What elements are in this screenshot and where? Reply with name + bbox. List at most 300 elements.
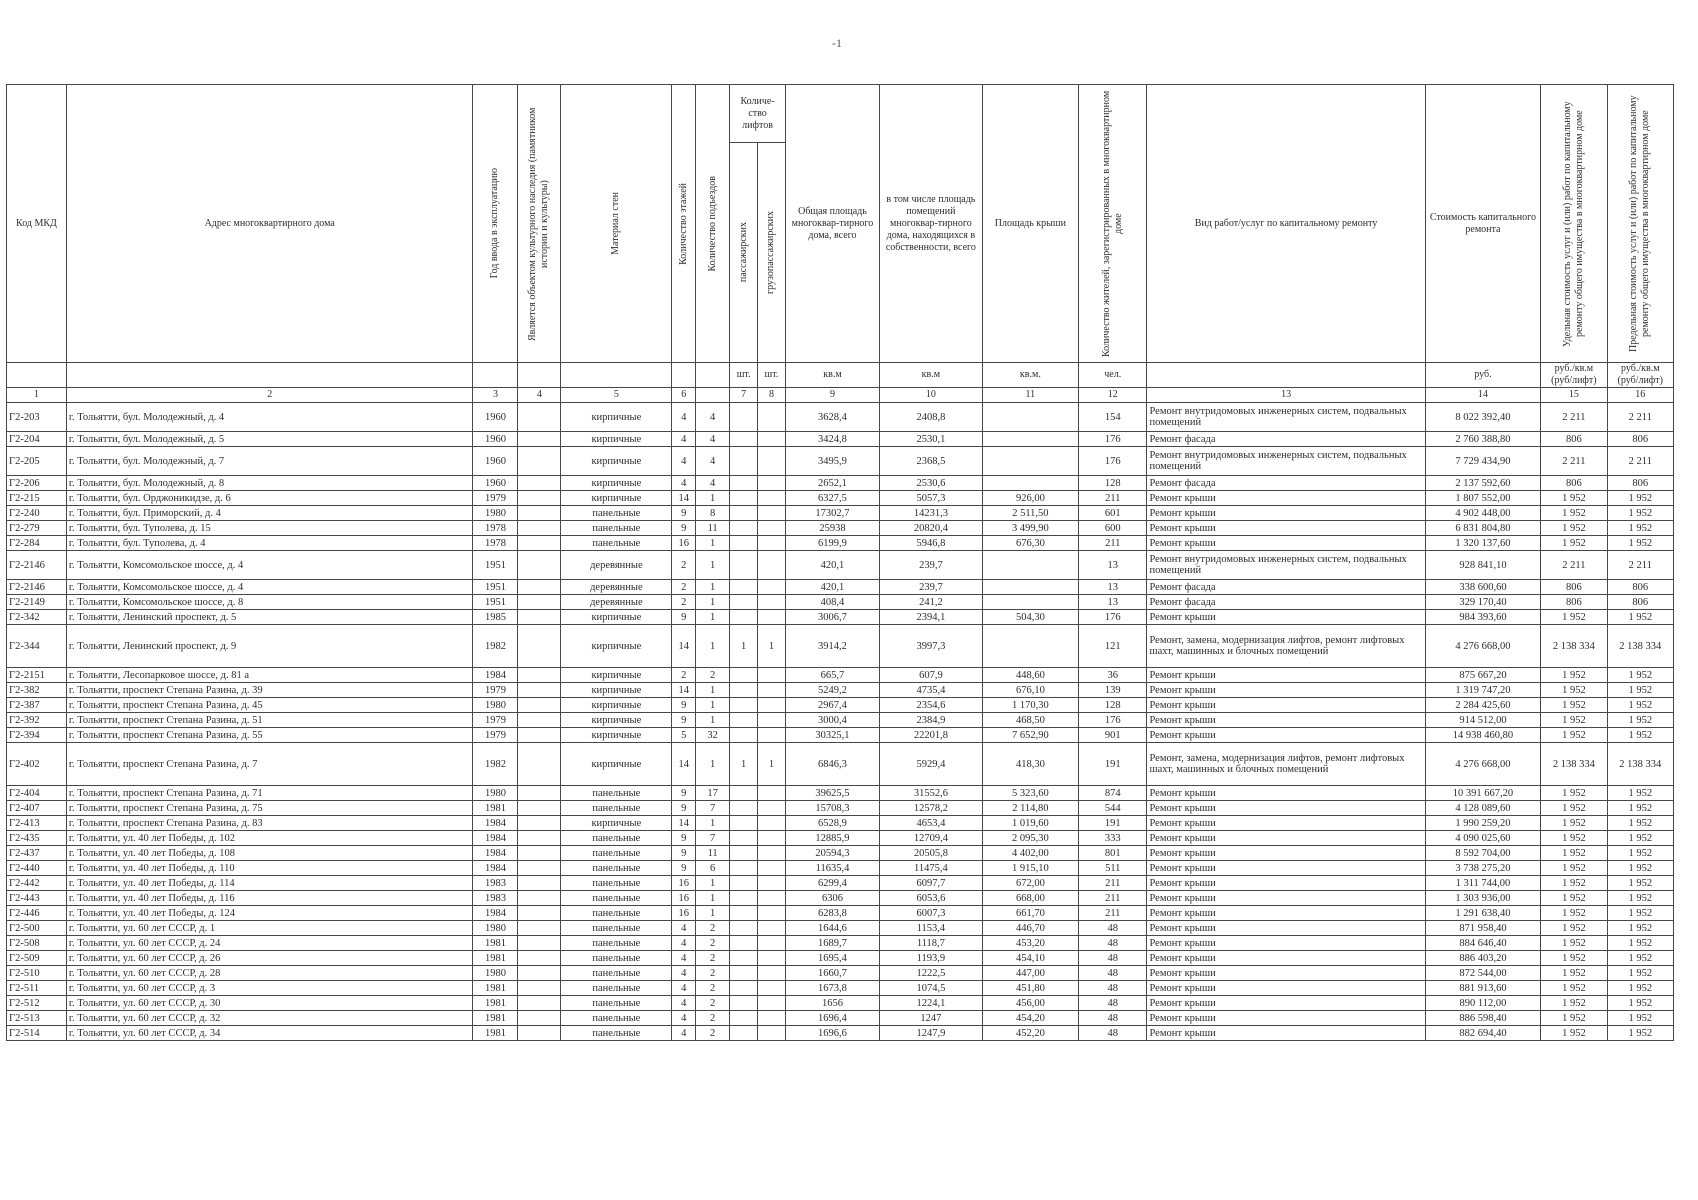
row-year: 1984 [473, 831, 518, 846]
row-code: Г2-512 [7, 996, 67, 1011]
row-limit-cost: 1 952 [1607, 536, 1673, 551]
row-year: 1960 [473, 476, 518, 491]
row-lifts-cargo [758, 906, 786, 921]
row-heritage [518, 580, 561, 595]
row-limit-cost: 2 211 [1607, 447, 1673, 476]
row-lifts-passenger [730, 801, 758, 816]
row-owned-area: 4653,4 [880, 816, 983, 831]
row-floors: 4 [672, 981, 696, 996]
row-entrances: 2 [696, 936, 730, 951]
row-limit-cost: 1 952 [1607, 996, 1673, 1011]
row-unit-cost: 2 211 [1541, 447, 1607, 476]
row-lifts-cargo [758, 698, 786, 713]
row-roof-area: 2 511,50 [982, 506, 1078, 521]
row-cost: 1 303 936,00 [1425, 891, 1541, 906]
row-heritage [518, 447, 561, 476]
row-lifts-passenger [730, 816, 758, 831]
table-row [7, 476, 1674, 491]
row-unit-cost: 806 [1541, 432, 1607, 447]
row-owned-area: 239,7 [880, 551, 983, 580]
unit-total-area: кв.м [785, 363, 879, 388]
row-address: г. Тольятти, проспект Степана Разина, д. 83 [66, 816, 473, 831]
row-residents: 333 [1079, 831, 1147, 846]
table-row [7, 876, 1674, 891]
row-unit-cost: 2 211 [1541, 551, 1607, 580]
row-address: г. Тольятти, проспект Степана Разина, д. 75 [66, 801, 473, 816]
row-limit-cost: 1 952 [1607, 966, 1673, 981]
row-total-area: 3000,4 [785, 713, 879, 728]
row-heritage [518, 936, 561, 951]
table-row [7, 1026, 1674, 1041]
row-unit-cost: 1 952 [1541, 610, 1607, 625]
row-limit-cost: 806 [1607, 580, 1673, 595]
row-unit-cost: 1 952 [1541, 521, 1607, 536]
row-lifts-cargo [758, 521, 786, 536]
row-floors: 14 [672, 625, 696, 668]
row-residents: 901 [1079, 728, 1147, 743]
row-residents: 48 [1079, 1011, 1147, 1026]
row-lifts-passenger [730, 936, 758, 951]
row-owned-area: 3997,3 [880, 625, 983, 668]
row-heritage [518, 951, 561, 966]
row-entrances: 11 [696, 521, 730, 536]
row-lifts-cargo [758, 801, 786, 816]
row-address: г. Тольятти, бул. Молодежный, д. 8 [66, 476, 473, 491]
table-row [7, 921, 1674, 936]
row-entrances: 2 [696, 668, 730, 683]
row-limit-cost: 806 [1607, 595, 1673, 610]
unit-owned-area: кв.м [880, 363, 983, 388]
row-total-area: 1656 [785, 996, 879, 1011]
row-residents: 48 [1079, 966, 1147, 981]
row-residents: 121 [1079, 625, 1147, 668]
row-floors: 14 [672, 683, 696, 698]
row-material: кирпичные [561, 625, 672, 668]
row-entrances: 1 [696, 743, 730, 786]
row-roof-area [982, 476, 1078, 491]
row-material: панельные [561, 1011, 672, 1026]
row-total-area: 6528,9 [785, 816, 879, 831]
row-year: 1980 [473, 966, 518, 981]
row-year: 1982 [473, 743, 518, 786]
row-cost: 8 022 392,40 [1425, 403, 1541, 432]
row-material: кирпичные [561, 683, 672, 698]
row-entrances: 1 [696, 876, 730, 891]
row-total-area: 6306 [785, 891, 879, 906]
row-heritage [518, 801, 561, 816]
row-floors: 9 [672, 801, 696, 816]
row-entrances: 2 [696, 996, 730, 1011]
unit-residents: чел. [1079, 363, 1147, 388]
row-lifts-passenger [730, 728, 758, 743]
row-lifts-passenger [730, 1011, 758, 1026]
header-work: Вид работ/услуг по капитальному ремонту [1147, 85, 1425, 363]
row-floors: 4 [672, 403, 696, 432]
header-roof-area: Площадь крыши [982, 85, 1078, 363]
row-cost: 4 902 448,00 [1425, 506, 1541, 521]
table-row [7, 403, 1674, 432]
row-total-area: 1696,6 [785, 1026, 879, 1041]
row-limit-cost: 1 952 [1607, 728, 1673, 743]
row-year: 1979 [473, 683, 518, 698]
row-work: Ремонт крыши [1147, 831, 1425, 846]
row-residents: 36 [1079, 668, 1147, 683]
row-limit-cost: 2 211 [1607, 403, 1673, 432]
row-year: 1982 [473, 625, 518, 668]
row-code: Г2-387 [7, 698, 67, 713]
row-residents: 176 [1079, 432, 1147, 447]
row-address: г. Тольятти, Лесопарковое шоссе, д. 81 а [66, 668, 473, 683]
row-material: панельные [561, 981, 672, 996]
capital-repair-table [6, 84, 1674, 1041]
row-heritage [518, 728, 561, 743]
row-limit-cost: 1 952 [1607, 491, 1673, 506]
row-material: панельные [561, 936, 672, 951]
row-owned-area: 1247 [880, 1011, 983, 1026]
row-work: Ремонт внутридомовых инженерных систем, подвальных помещений [1147, 403, 1425, 432]
table-row [7, 801, 1674, 816]
row-lifts-passenger [730, 610, 758, 625]
row-lifts-passenger [730, 521, 758, 536]
row-work: Ремонт фасада [1147, 476, 1425, 491]
row-total-area: 6846,3 [785, 743, 879, 786]
row-cost: 886 598,40 [1425, 1011, 1541, 1026]
table-row [7, 668, 1674, 683]
table-row [7, 536, 1674, 551]
row-entrances: 17 [696, 786, 730, 801]
row-code: Г2-205 [7, 447, 67, 476]
row-owned-area: 2530,6 [880, 476, 983, 491]
row-roof-area: 451,80 [982, 981, 1078, 996]
row-year: 1978 [473, 521, 518, 536]
row-unit-cost: 1 952 [1541, 966, 1607, 981]
row-roof-area: 454,20 [982, 1011, 1078, 1026]
row-owned-area: 4735,4 [880, 683, 983, 698]
row-code: Г2-514 [7, 1026, 67, 1041]
row-roof-area: 448,60 [982, 668, 1078, 683]
row-floors: 4 [672, 1026, 696, 1041]
row-floors: 9 [672, 610, 696, 625]
row-roof-area: 676,10 [982, 683, 1078, 698]
row-cost: 4 276 668,00 [1425, 743, 1541, 786]
row-entrances: 2 [696, 981, 730, 996]
row-residents: 176 [1079, 610, 1147, 625]
row-work: Ремонт, замена, модернизация лифтов, ремонт лифтовых шахт, машинных и блочных помещений [1147, 743, 1425, 786]
row-material: панельные [561, 921, 672, 936]
row-lifts-cargo [758, 1011, 786, 1026]
row-floors: 16 [672, 876, 696, 891]
row-residents: 48 [1079, 936, 1147, 951]
row-work: Ремонт крыши [1147, 891, 1425, 906]
column-number: 2 [66, 388, 473, 403]
row-code: Г2-437 [7, 846, 67, 861]
row-material: кирпичные [561, 698, 672, 713]
row-limit-cost: 1 952 [1607, 713, 1673, 728]
row-work: Ремонт крыши [1147, 610, 1425, 625]
unit-lifts-passenger: шт. [730, 363, 758, 388]
row-lifts-passenger [730, 476, 758, 491]
row-lifts-cargo [758, 551, 786, 580]
row-total-area: 3914,2 [785, 625, 879, 668]
column-number: 10 [880, 388, 983, 403]
row-heritage [518, 476, 561, 491]
row-owned-area: 2394,1 [880, 610, 983, 625]
row-limit-cost: 1 952 [1607, 683, 1673, 698]
row-address: г. Тольятти, ул. 60 лет СССР, д. 30 [66, 996, 473, 1011]
row-material: кирпичные [561, 713, 672, 728]
row-limit-cost: 1 952 [1607, 1011, 1673, 1026]
row-floors: 9 [672, 861, 696, 876]
row-residents: 211 [1079, 536, 1147, 551]
row-code: Г2-443 [7, 891, 67, 906]
row-floors: 2 [672, 595, 696, 610]
row-address: г. Тольятти, ул. 60 лет СССР, д. 3 [66, 981, 473, 996]
row-lifts-passenger [730, 846, 758, 861]
row-year: 1981 [473, 936, 518, 951]
row-address: г. Тольятти, Ленинский проспект, д. 9 [66, 625, 473, 668]
row-owned-area: 20820,4 [880, 521, 983, 536]
row-residents: 13 [1079, 551, 1147, 580]
row-lifts-cargo [758, 816, 786, 831]
row-unit-cost: 2 138 334 [1541, 625, 1607, 668]
row-entrances: 2 [696, 921, 730, 936]
row-limit-cost: 1 952 [1607, 981, 1673, 996]
row-code: Г2-206 [7, 476, 67, 491]
row-cost: 914 512,00 [1425, 713, 1541, 728]
row-entrances: 1 [696, 906, 730, 921]
row-limit-cost: 2 138 334 [1607, 743, 1673, 786]
table-row [7, 683, 1674, 698]
row-total-area: 420,1 [785, 580, 879, 595]
row-owned-area: 1193,9 [880, 951, 983, 966]
row-work: Ремонт внутридомовых инженерных систем, подвальных помещений [1147, 447, 1425, 476]
row-entrances: 1 [696, 610, 730, 625]
row-lifts-passenger [730, 831, 758, 846]
table-row [7, 981, 1674, 996]
row-entrances: 1 [696, 713, 730, 728]
row-roof-area: 504,30 [982, 610, 1078, 625]
row-heritage [518, 595, 561, 610]
row-heritage [518, 891, 561, 906]
row-year: 1984 [473, 861, 518, 876]
row-roof-area: 453,20 [982, 936, 1078, 951]
row-year: 1984 [473, 906, 518, 921]
row-total-area: 12885,9 [785, 831, 879, 846]
row-owned-area: 241,2 [880, 595, 983, 610]
table-row [7, 713, 1674, 728]
row-lifts-cargo [758, 921, 786, 936]
row-code: Г2-508 [7, 936, 67, 951]
row-lifts-cargo [758, 831, 786, 846]
row-code: Г2-2151 [7, 668, 67, 683]
row-entrances: 8 [696, 506, 730, 521]
row-heritage [518, 683, 561, 698]
row-material: панельные [561, 831, 672, 846]
row-limit-cost: 1 952 [1607, 831, 1673, 846]
row-lifts-passenger [730, 432, 758, 447]
row-work: Ремонт крыши [1147, 521, 1425, 536]
table-row [7, 580, 1674, 595]
row-address: г. Тольятти, проспект Степана Разина, д. 45 [66, 698, 473, 713]
row-lifts-passenger [730, 447, 758, 476]
table-row [7, 936, 1674, 951]
row-heritage [518, 786, 561, 801]
row-owned-area: 12578,2 [880, 801, 983, 816]
row-year: 1981 [473, 981, 518, 996]
row-code: Г2-382 [7, 683, 67, 698]
row-unit-cost: 1 952 [1541, 981, 1607, 996]
row-roof-area [982, 432, 1078, 447]
row-total-area: 6199,9 [785, 536, 879, 551]
row-year: 1960 [473, 403, 518, 432]
row-owned-area: 5946,8 [880, 536, 983, 551]
row-cost: 875 667,20 [1425, 668, 1541, 683]
header-floors: Количество этажей [677, 182, 689, 265]
row-cost: 1 320 137,60 [1425, 536, 1541, 551]
row-unit-cost: 1 952 [1541, 536, 1607, 551]
row-lifts-passenger [730, 580, 758, 595]
row-code: Г2-442 [7, 876, 67, 891]
row-entrances: 4 [696, 432, 730, 447]
row-material: кирпичные [561, 610, 672, 625]
row-unit-cost: 1 952 [1541, 506, 1607, 521]
row-floors: 2 [672, 551, 696, 580]
row-material: панельные [561, 861, 672, 876]
row-address: г. Тольятти, бул. Молодежный, д. 7 [66, 447, 473, 476]
header-residents: Количество жителей, зарегистрированных в многоквартирном доме [1100, 90, 1124, 357]
row-heritage [518, 610, 561, 625]
row-lifts-passenger [730, 536, 758, 551]
row-residents: 176 [1079, 713, 1147, 728]
row-lifts-passenger [730, 996, 758, 1011]
row-roof-area: 668,00 [982, 891, 1078, 906]
row-owned-area: 5929,4 [880, 743, 983, 786]
row-unit-cost: 2 138 334 [1541, 743, 1607, 786]
row-lifts-passenger [730, 876, 758, 891]
column-number: 13 [1147, 388, 1425, 403]
row-material: панельные [561, 506, 672, 521]
row-cost: 928 841,10 [1425, 551, 1541, 580]
row-year: 1980 [473, 698, 518, 713]
row-residents: 48 [1079, 1026, 1147, 1041]
table-row [7, 951, 1674, 966]
row-owned-area: 6053,6 [880, 891, 983, 906]
row-cost: 4 276 668,00 [1425, 625, 1541, 668]
row-heritage [518, 403, 561, 432]
row-total-area: 1695,4 [785, 951, 879, 966]
row-address: г. Тольятти, проспект Степана Разина, д. 55 [66, 728, 473, 743]
row-owned-area: 22201,8 [880, 728, 983, 743]
row-roof-area: 676,30 [982, 536, 1078, 551]
row-lifts-cargo [758, 683, 786, 698]
row-year: 1980 [473, 786, 518, 801]
row-owned-area: 2408,8 [880, 403, 983, 432]
row-year: 1984 [473, 668, 518, 683]
row-lifts-passenger [730, 668, 758, 683]
row-lifts-passenger [730, 951, 758, 966]
row-owned-area: 1153,4 [880, 921, 983, 936]
row-lifts-cargo [758, 447, 786, 476]
table-row [7, 595, 1674, 610]
row-owned-area: 12709,4 [880, 831, 983, 846]
column-number: 6 [672, 388, 696, 403]
row-total-area: 1644,6 [785, 921, 879, 936]
row-lifts-cargo [758, 996, 786, 1011]
table-row [7, 698, 1674, 713]
row-cost: 329 170,40 [1425, 595, 1541, 610]
row-lifts-passenger: 1 [730, 743, 758, 786]
row-code: Г2-342 [7, 610, 67, 625]
row-address: г. Тольятти, проспект Степана Разина, д. 71 [66, 786, 473, 801]
row-total-area: 3495,9 [785, 447, 879, 476]
row-floors: 2 [672, 668, 696, 683]
table-row [7, 786, 1674, 801]
header-year: Год ввода в эксплуатацию [489, 168, 501, 279]
row-residents: 48 [1079, 981, 1147, 996]
row-heritage [518, 831, 561, 846]
row-unit-cost: 1 952 [1541, 1011, 1607, 1026]
row-address: г. Тольятти, бул. Приморский, д. 4 [66, 506, 473, 521]
row-unit-cost: 1 952 [1541, 491, 1607, 506]
row-code: Г2-413 [7, 816, 67, 831]
row-heritage [518, 906, 561, 921]
row-work: Ремонт крыши [1147, 921, 1425, 936]
row-unit-cost: 806 [1541, 595, 1607, 610]
row-floors: 16 [672, 536, 696, 551]
row-lifts-passenger: 1 [730, 625, 758, 668]
row-limit-cost: 1 952 [1607, 698, 1673, 713]
row-heritage [518, 432, 561, 447]
row-unit-cost: 1 952 [1541, 861, 1607, 876]
column-number: 1 [7, 388, 67, 403]
row-year: 1981 [473, 1026, 518, 1041]
row-cost: 1 990 259,20 [1425, 816, 1541, 831]
row-code: Г2-203 [7, 403, 67, 432]
row-owned-area: 5057,3 [880, 491, 983, 506]
row-total-area: 6283,8 [785, 906, 879, 921]
row-total-area: 2967,4 [785, 698, 879, 713]
table-row [7, 551, 1674, 580]
row-residents: 601 [1079, 506, 1147, 521]
row-unit-cost: 1 952 [1541, 846, 1607, 861]
row-limit-cost: 1 952 [1607, 936, 1673, 951]
column-number: 8 [758, 388, 786, 403]
row-residents: 13 [1079, 595, 1147, 610]
row-work: Ремонт крыши [1147, 861, 1425, 876]
row-owned-area: 6097,7 [880, 876, 983, 891]
row-total-area: 6299,4 [785, 876, 879, 891]
row-heritage [518, 551, 561, 580]
header-address: Адрес многоквартирного дома [66, 85, 473, 363]
row-residents: 128 [1079, 476, 1147, 491]
row-entrances: 1 [696, 536, 730, 551]
row-roof-area: 1 915,10 [982, 861, 1078, 876]
row-material: панельные [561, 536, 672, 551]
row-unit-cost: 1 952 [1541, 831, 1607, 846]
row-material: панельные [561, 521, 672, 536]
row-material: деревянные [561, 580, 672, 595]
row-address: г. Тольятти, проспект Степана Разина, д. 7 [66, 743, 473, 786]
row-roof-area: 4 402,00 [982, 846, 1078, 861]
row-residents: 211 [1079, 491, 1147, 506]
row-limit-cost: 1 952 [1607, 876, 1673, 891]
table-row [7, 966, 1674, 981]
row-owned-area: 1222,5 [880, 966, 983, 981]
row-cost: 881 913,60 [1425, 981, 1541, 996]
row-work: Ремонт крыши [1147, 536, 1425, 551]
row-entrances: 4 [696, 476, 730, 491]
row-material: кирпичные [561, 476, 672, 491]
